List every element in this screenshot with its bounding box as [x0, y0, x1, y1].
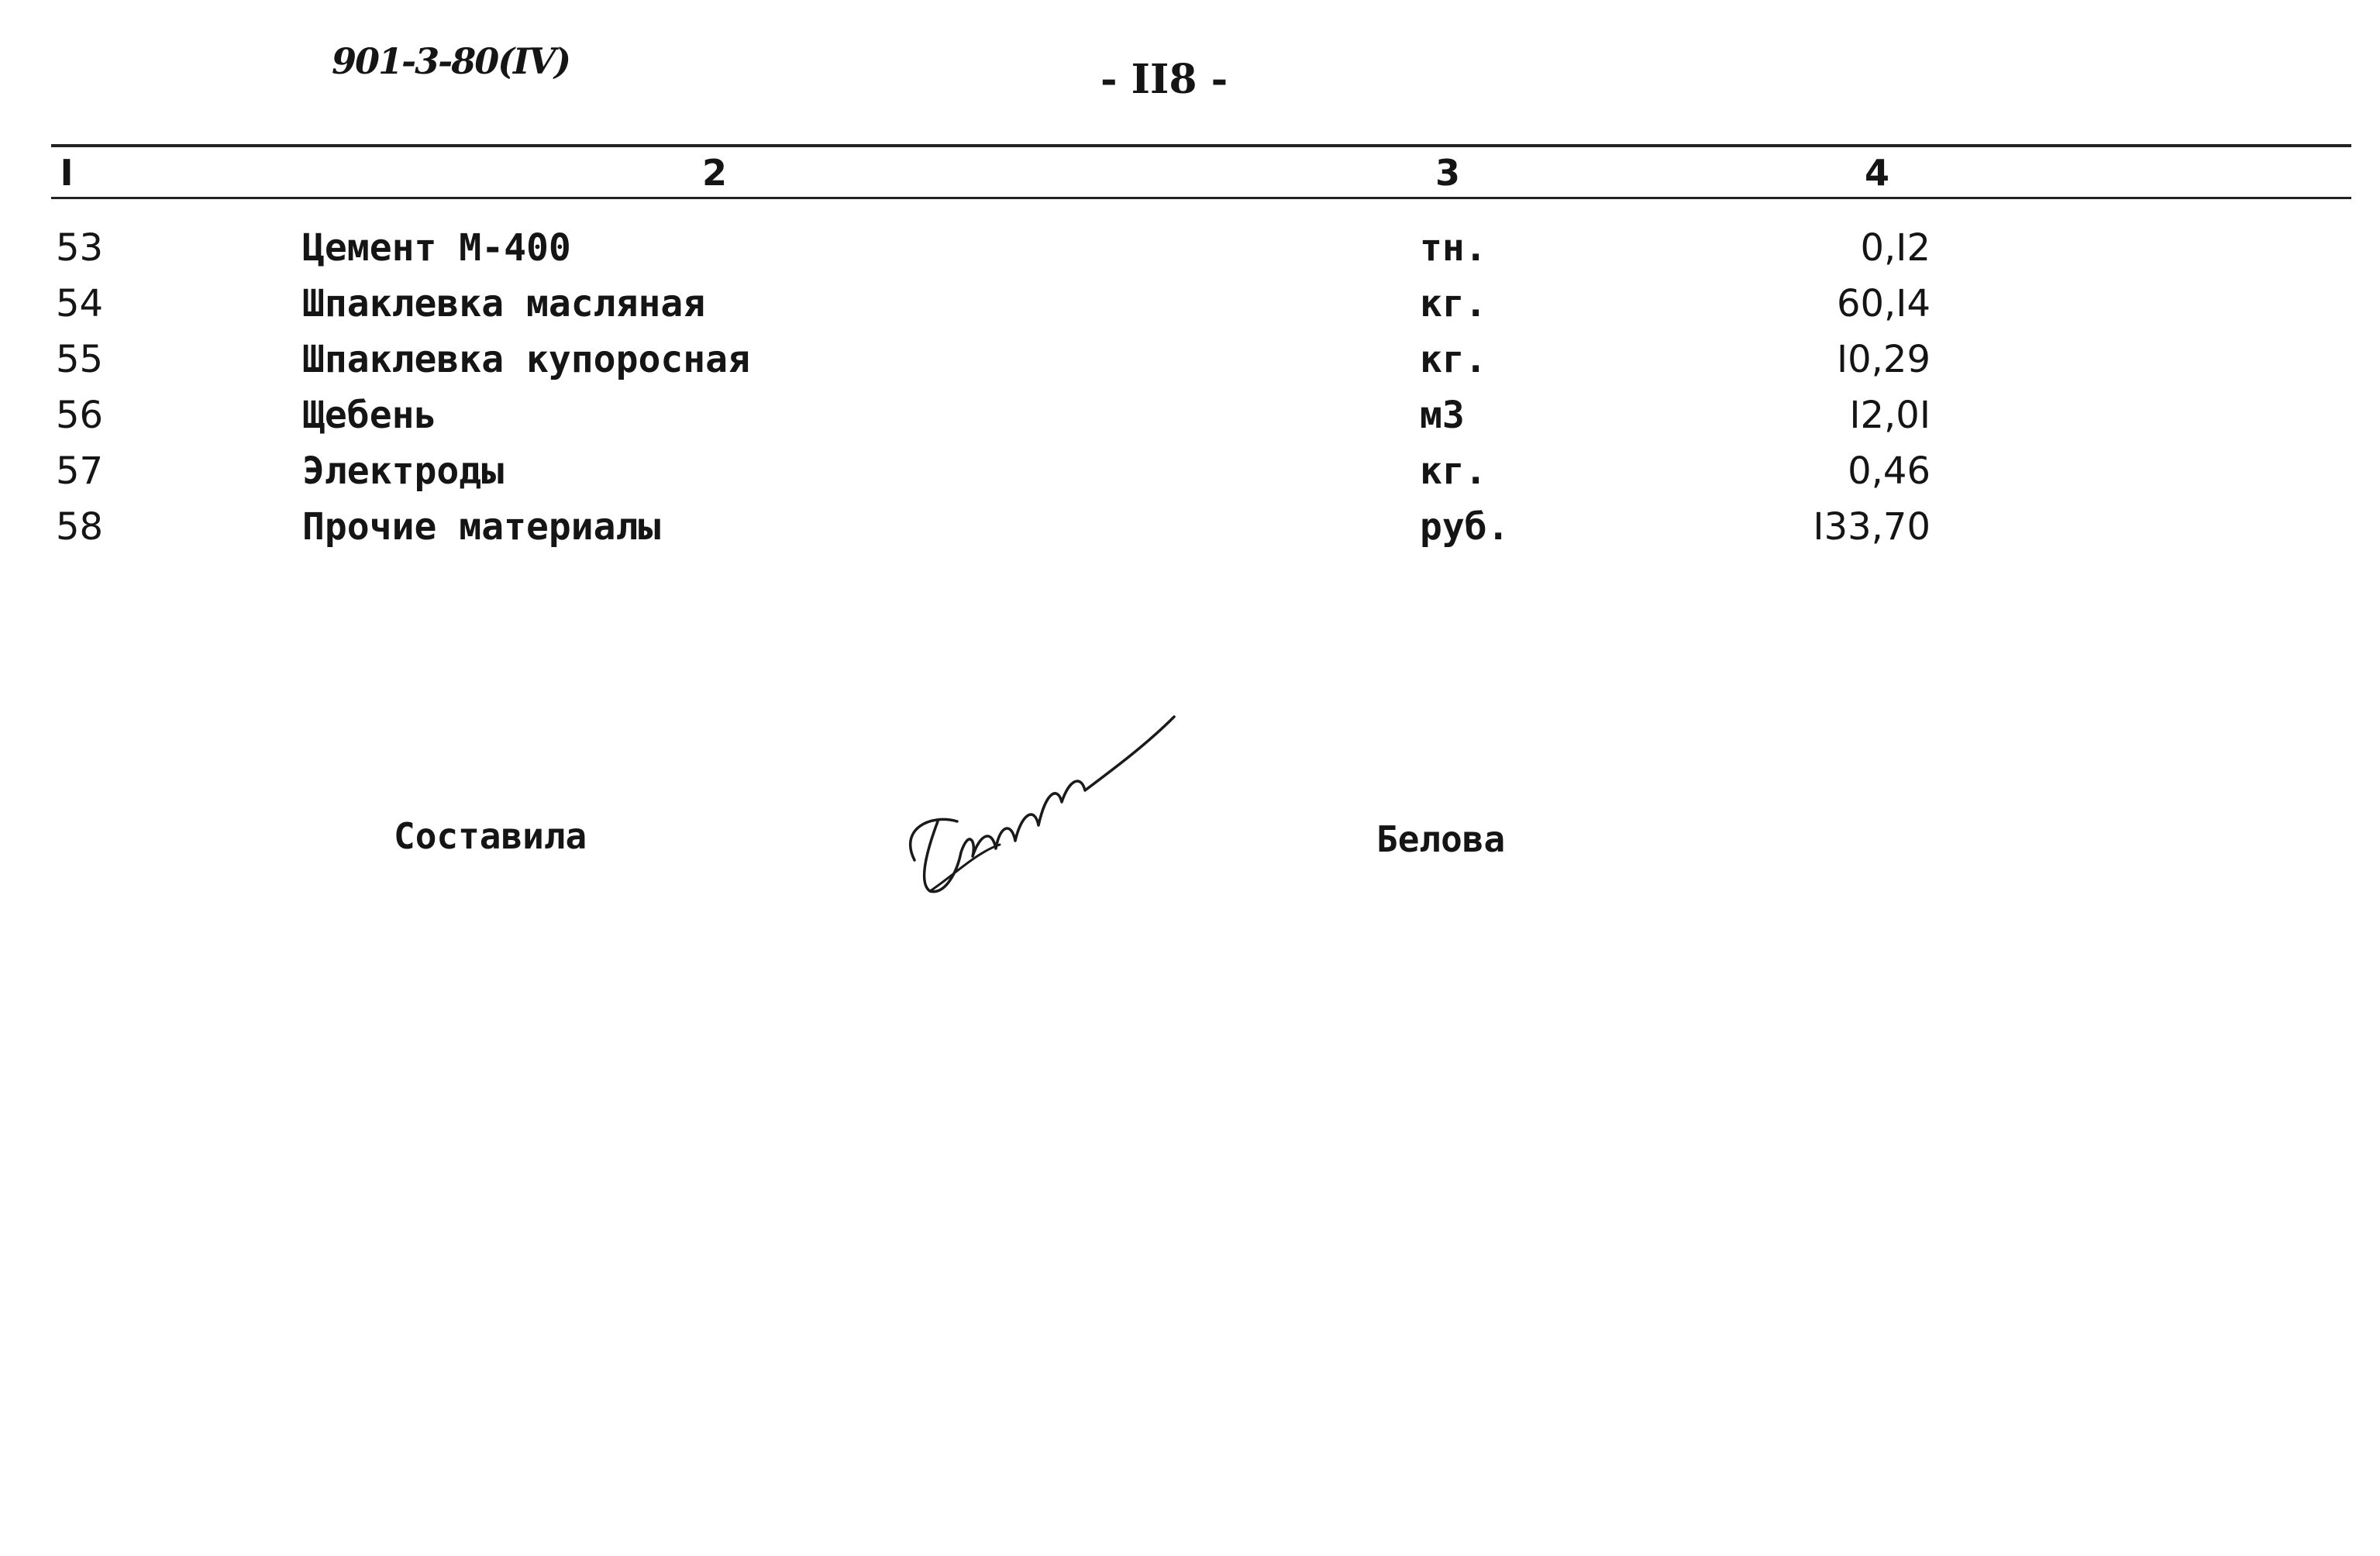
- material-name: Цемент М-400: [302, 226, 571, 270]
- quantity: I33,70: [1813, 505, 1931, 549]
- handwritten-signature: [883, 697, 1178, 914]
- row-number: 57: [56, 449, 104, 493]
- row-number: 54: [56, 282, 104, 325]
- unit: руб.: [1420, 505, 1510, 549]
- row-number: 53: [56, 226, 104, 270]
- document-code: 901-3-80(IV): [332, 40, 570, 82]
- column-header-3: 3: [1435, 152, 1461, 194]
- material-name: Электроды: [302, 449, 505, 493]
- row-number: 56: [56, 394, 104, 437]
- table-row: [0, 394, 2380, 448]
- table-row: [0, 449, 2380, 504]
- table-top-rule: [51, 144, 2351, 147]
- table-row: [0, 505, 2380, 559]
- material-name: Прочие материалы: [302, 505, 661, 549]
- table-row: [0, 338, 2380, 392]
- row-number: 55: [56, 338, 104, 381]
- signer-name: Белова: [1376, 818, 1506, 860]
- material-name: Шпаклевка масляная: [302, 282, 706, 325]
- table-row: [0, 282, 2380, 336]
- compiled-by-label: Составила: [394, 815, 587, 857]
- table-header-rule: [51, 197, 2351, 199]
- column-header-2: 2: [701, 152, 728, 194]
- unit: тн.: [1420, 226, 1487, 270]
- quantity: I0,29: [1836, 338, 1931, 381]
- row-number: 58: [56, 505, 104, 549]
- unit: кг.: [1420, 282, 1487, 325]
- unit: кг.: [1420, 338, 1487, 381]
- unit: м3: [1420, 394, 1465, 437]
- quantity: 60,I4: [1836, 282, 1931, 325]
- material-name: Шпаклевка купоросная: [302, 338, 750, 381]
- column-header-4: 4: [1864, 152, 1890, 194]
- material-name: Щебень: [302, 394, 437, 437]
- quantity: 0,I2: [1860, 226, 1931, 270]
- quantity: 0,46: [1848, 449, 1931, 493]
- table-row: [0, 226, 2380, 281]
- column-header-1: I: [60, 152, 74, 194]
- page-number: - II8 -: [1100, 56, 1228, 103]
- unit: кг.: [1420, 449, 1487, 493]
- quantity: I2,0I: [1849, 394, 1931, 437]
